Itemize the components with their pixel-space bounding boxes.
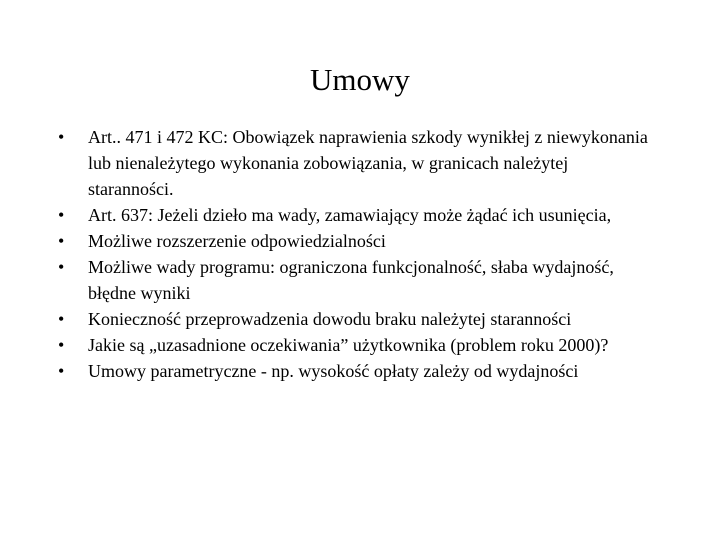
bullet-icon: • [58,335,65,355]
bullet-item-4 [58,254,658,306]
bullet-text: Konieczność przeprowadzenia dowodu braku należytej staranności [88,309,572,329]
bullet-text: Możliwe wady programu: ograniczona funkcjonalność, słaba wydajność, błędne wyniki [88,257,614,303]
bullet-text: Możliwe rozszerzenie odpowiedzialności [88,231,386,251]
slide-title: Umowy [310,62,410,97]
bullet-item-3 [58,228,658,254]
bullet-icon: • [58,361,65,381]
bullet-item-1 [58,124,658,202]
bullet-text: Umowy parametryczne - np. wysokość opłaty zależy od wydajności [88,361,579,381]
bullet-item-2 [58,202,658,228]
bullet-icon: • [58,257,65,277]
bullet-text: Jakie są „uzasadnione oczekiwania” użytkownika (problem roku 2000)? [88,335,609,355]
bullet-icon: • [58,127,65,147]
bullet-icon: • [58,231,65,251]
bullet-icon: • [58,205,65,225]
bullet-text: Art. 637: Jeżeli dzieło ma wady, zamawiający może żądać ich usunięcia, [88,205,612,225]
bullet-item-5 [58,306,658,332]
bullet-list [58,124,658,384]
bullet-item-6 [58,332,658,358]
bullet-item-7 [58,358,658,384]
bullet-icon: • [58,309,65,329]
bullet-text: Art.. 471 i 472 KC: Obowiązek naprawienia szkody wynikłej z niewykonania lub nienależytego wykonania zobowiązania, w granicach należytej staranności. [88,127,648,199]
